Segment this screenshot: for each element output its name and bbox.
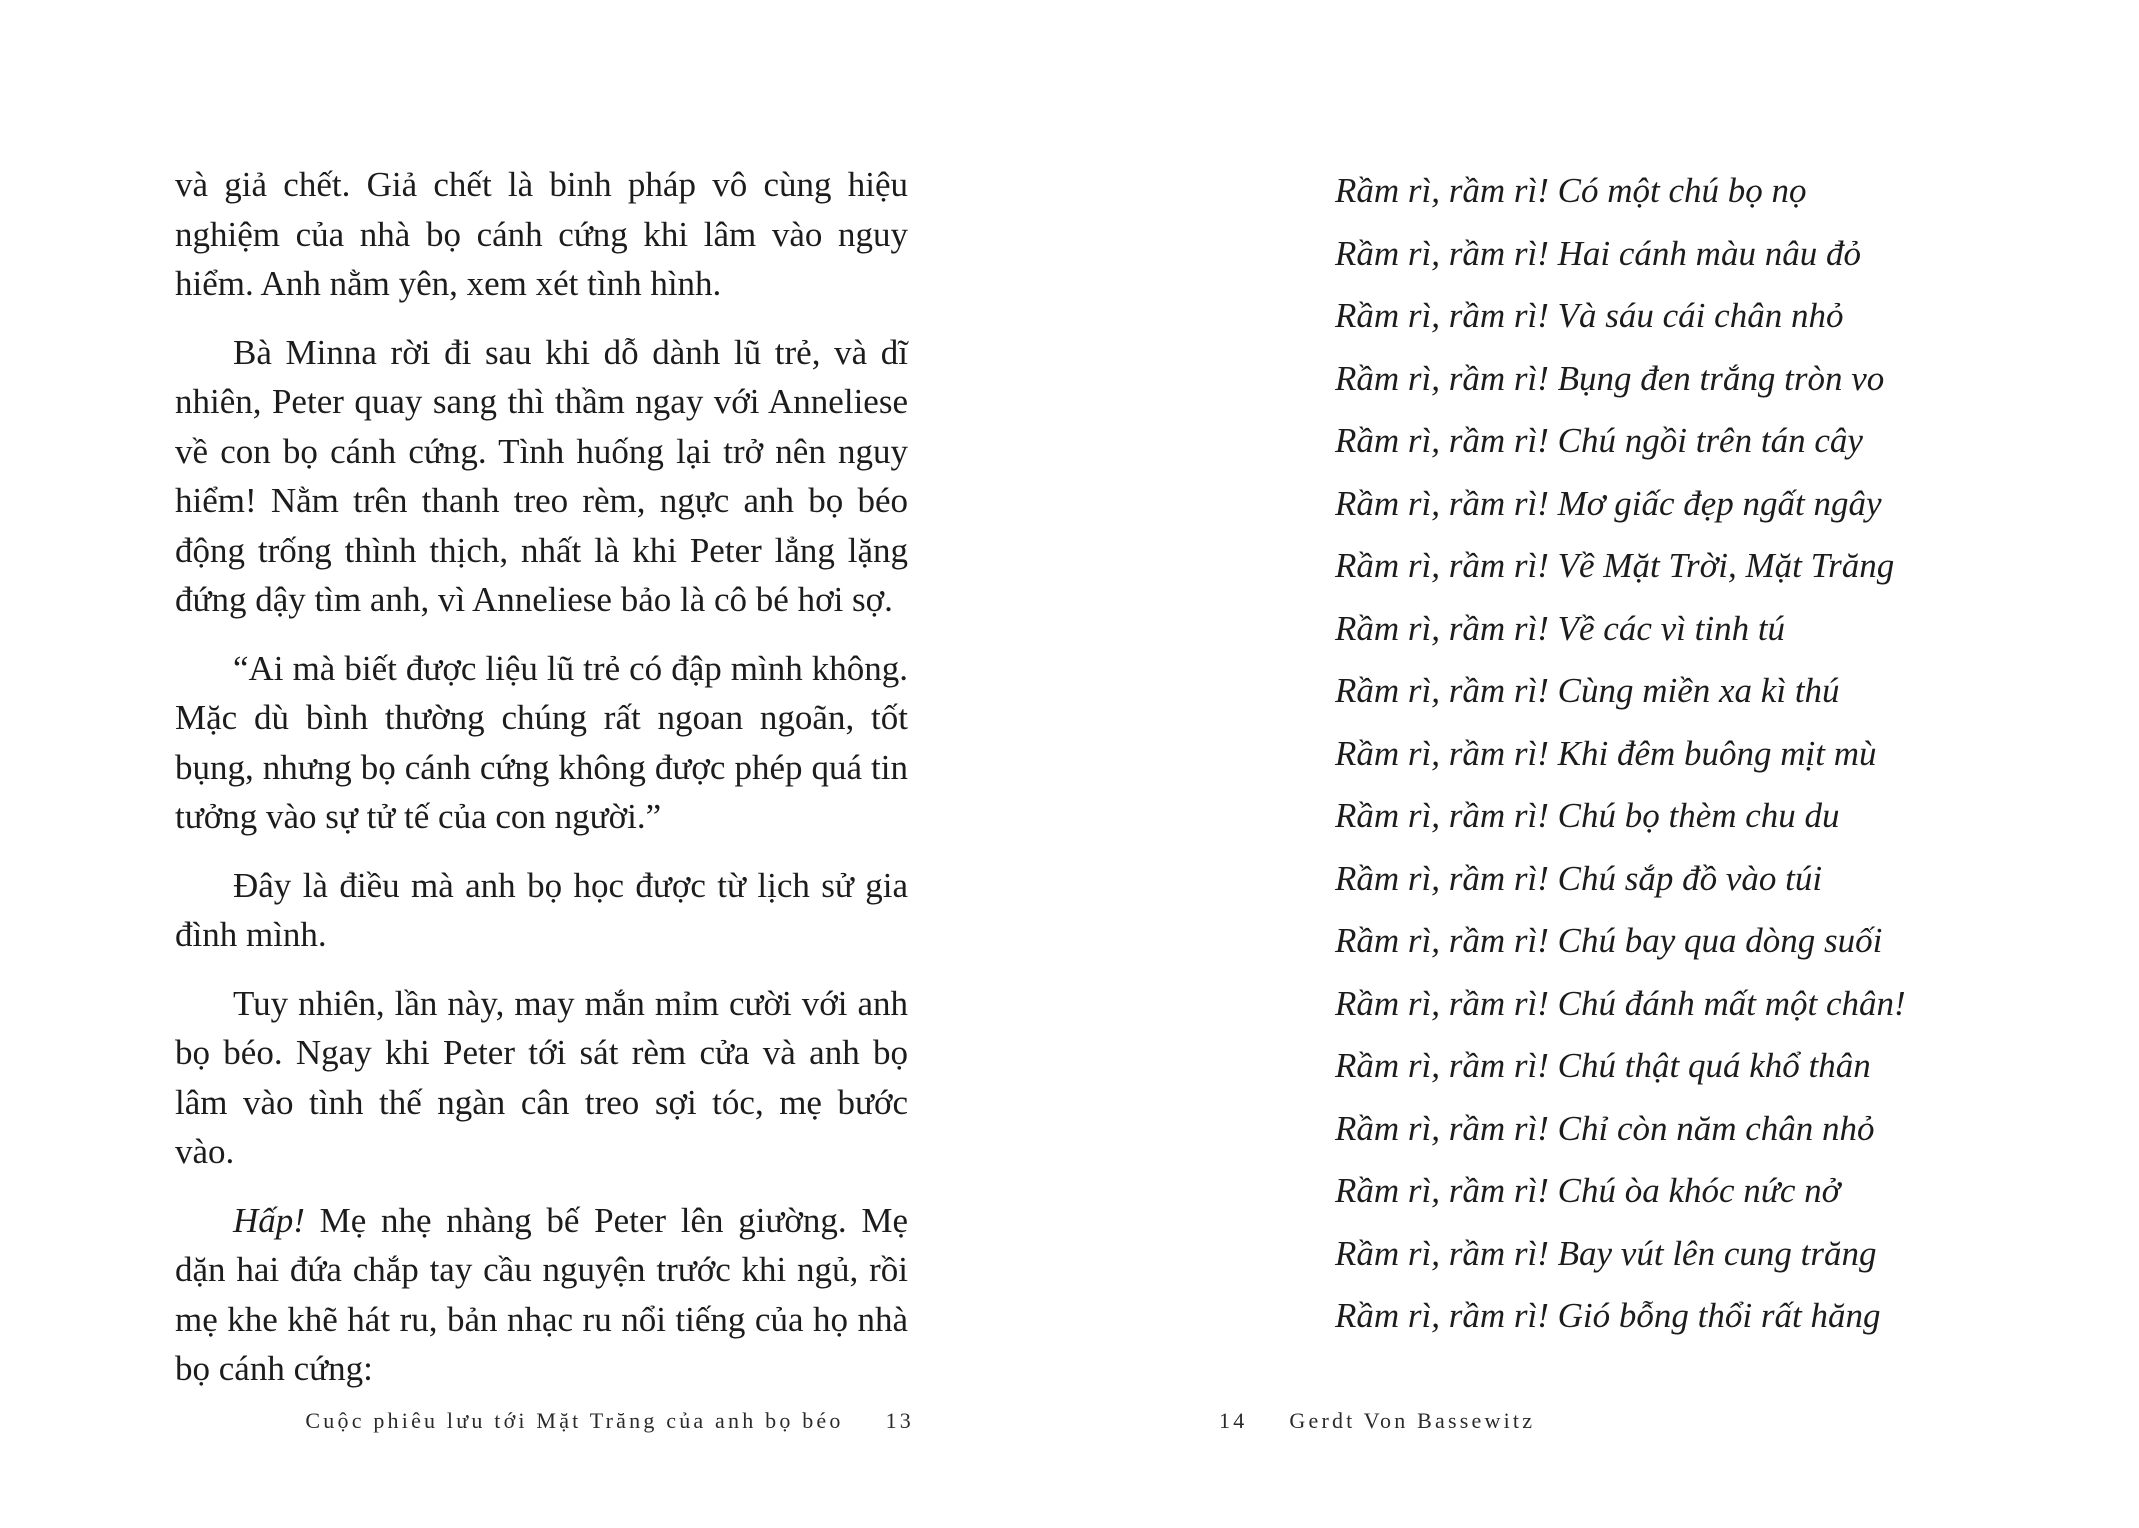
paragraph-6-text: Mẹ nhẹ nhàng bế Peter lên giường. Mẹ dặn hai đứa chắp tay cầu nguyện trước khi ngủ, rồi mẹ khe khẽ hát ru, bản nhạc ru nổi tiếng của họ nhà bọ cánh cứng: xyxy=(175,1200,908,1388)
poem-line: Rầm rì, rầm rì! Hai cánh màu nâu đỏ xyxy=(1335,233,1861,273)
page-number-left: 13 xyxy=(885,1408,914,1433)
footer-book-title: Cuộc phiêu lưu tới Mặt Trăng của anh bọ béo xyxy=(305,1408,844,1433)
poem-line: Rầm rì, rầm rì! Khi đêm buông mịt mù xyxy=(1335,733,1877,773)
poem-line: Rầm rì, rầm rì! Gió bỗng thổi rất hăng xyxy=(1335,1296,1881,1335)
paragraph-4 xyxy=(175,861,908,960)
paragraph-4-text: Đây là điều mà anh bọ học được từ lịch sử gia đình mình. xyxy=(175,865,908,954)
poem-line: Rầm rì, rầm rì! Bụng đen trắng tròn vo xyxy=(1335,358,1885,398)
poem-line: Rầm rì, rầm rì! Chỉ còn năm chân nhỏ xyxy=(1335,1108,1875,1148)
paragraph-1 xyxy=(175,160,908,309)
poem-line: Rầm rì, rầm rì! Chú ngồi trên tán cây xyxy=(1335,421,1863,460)
poem-line: Rầm rì, rầm rì! Chú sắp đồ vào túi xyxy=(1335,858,1823,898)
footer-author: Gerdt Von Bassewitz xyxy=(1289,1408,1536,1433)
paragraph-3 xyxy=(175,644,908,842)
left-page-body xyxy=(175,160,908,1413)
page-number-right: 14 xyxy=(1219,1408,1248,1433)
paragraph-2 xyxy=(175,328,908,625)
paragraph-3-text: “Ai mà biết được liệu lũ trẻ có đập mình không. Mặc dù bình thường chúng rất ngoan ngoãn, tốt bụng, nhưng bọ cánh cứng không được phép quá tin tưởng vào sự tử tế của con người.” xyxy=(175,648,908,836)
poem-line: Rầm rì, rầm rì! Chú òa khóc nức nở xyxy=(1335,1171,1841,1210)
poem-line: Rầm rì, rầm rì! Chú bọ thèm chu du xyxy=(1335,796,1840,835)
right-running-footer xyxy=(1219,1408,1535,1434)
paragraph-5 xyxy=(175,979,908,1177)
poem-line: Rầm rì, rầm rì! Và sáu cái chân nhỏ xyxy=(1335,296,1844,335)
poem-line: Rầm rì, rầm rì! Bay vút lên cung trăng xyxy=(1335,1233,1877,1273)
paragraph-5-text: Tuy nhiên, lần này, may mắn mỉm cười với anh bọ béo. Ngay khi Peter tới sát rèm cửa và anh bọ lâm vào tình thế ngàn cân treo sợi tóc, mẹ bước vào. xyxy=(175,983,908,1171)
poem-line: Rầm rì, rầm rì! Mơ giấc đẹp ngất ngây xyxy=(1335,483,1882,523)
poem-line: Rầm rì, rầm rì! Chú đánh mất một chân! xyxy=(1335,983,1906,1023)
right-page xyxy=(1069,0,2139,1528)
poem-line: Rầm rì, rầm rì! Chú thật quá khổ thân xyxy=(1335,1046,1871,1085)
poem-line: Rầm rì, rầm rì! Có một chú bọ nọ xyxy=(1335,171,1807,210)
poem-line: Rầm rì, rầm rì! Về các vì tinh tú xyxy=(1335,608,1786,648)
paragraph-6-lead: Hấp! xyxy=(233,1200,305,1240)
paragraph-6 xyxy=(175,1196,908,1394)
lullaby-poem xyxy=(1335,160,2035,1348)
poem-line: Rầm rì, rầm rì! Chú bay qua dòng suối xyxy=(1335,921,1883,960)
left-running-footer xyxy=(305,1408,914,1434)
paragraph-1-text: và giả chết. Giả chết là binh pháp vô cùng hiệu nghiệm của nhà bọ cánh cứng khi lâm vào nguy hiểm. Anh nằm yên, xem xét tình hình. xyxy=(175,165,908,303)
poem-line: Rầm rì, rầm rì! Cùng miền xa kì thú xyxy=(1335,671,1840,710)
poem-line: Rầm rì, rầm rì! Về Mặt Trời, Mặt Trăng xyxy=(1335,546,1895,585)
left-page xyxy=(0,0,1069,1528)
paragraph-2-text: Bà Minna rời đi sau khi dỗ dành lũ trẻ, và dĩ nhiên, Peter quay sang thì thầm ngay với Anneliese về con bọ cánh cứng. Tình huống lại trở nên nguy hiểm! Nằm trên thanh treo rèm, ngực anh bọ béo động trống thình thịch, nhất là khi Peter lẳng lặng đứng dậy tìm anh, vì Anneliese bảo là cô bé hơi sợ. xyxy=(175,332,908,619)
